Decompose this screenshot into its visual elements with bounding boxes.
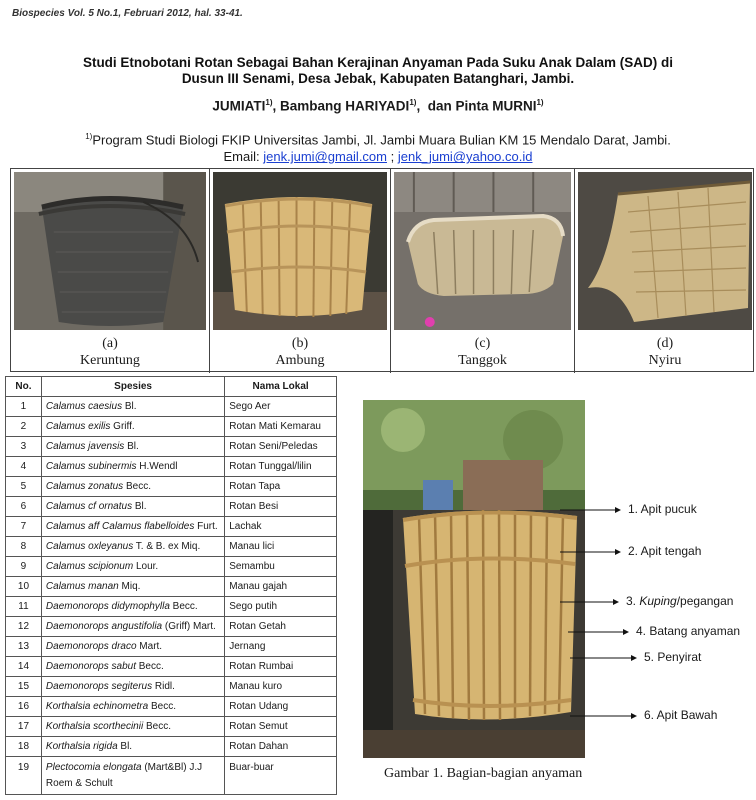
local-name: Rotan Seni/Peledas: [225, 437, 337, 457]
local-name: Semambu: [225, 557, 337, 577]
table-row: [6, 757, 337, 795]
local-name: Sego putih: [225, 597, 337, 617]
species-authority: Bl.: [122, 401, 137, 412]
email-link-1[interactable]: jenk.jumi@gmail.com: [263, 149, 387, 165]
part-label-1: 1. Apit pucuk: [628, 502, 697, 516]
part-label-4: 4. Batang anyaman: [636, 624, 741, 638]
species-binomial: Daemonorops draco: [45, 641, 137, 652]
species-binomial: Calamus oxleyanus: [45, 541, 134, 552]
table-row: [6, 577, 337, 597]
species-binomial: Calamus exilis: [45, 421, 111, 432]
species-authority: Bl.: [124, 441, 139, 452]
species-authority: Bl.: [132, 501, 147, 512]
species-name: [41, 597, 224, 617]
paper-title: [0, 55, 756, 87]
species-binomial: Calamus zonatus: [45, 481, 124, 492]
species-name: [41, 517, 224, 537]
species-binomial: Calamus manan: [45, 581, 119, 592]
figure-caption: Gambar 1. Bagian-bagian anyaman: [384, 766, 583, 781]
table-row: [6, 417, 337, 437]
local-name: Rotan Rumbai: [225, 657, 337, 677]
header-nama-lokal: Nama Lokal: [225, 377, 337, 397]
species-name: [41, 437, 224, 457]
caption-name: Ambung: [275, 353, 325, 368]
photo-cell-tanggok: [391, 169, 575, 373]
table-row: [6, 537, 337, 557]
species-table-body: [6, 397, 337, 795]
table-row: [6, 657, 337, 677]
title-line-2: Dusun III Senami, Desa Jebak, Kabupaten Batanghari, Jambi.: [181, 71, 575, 86]
tanggok-photo: [394, 172, 571, 330]
table-row: [6, 637, 337, 657]
local-name: Rotan Tapa: [225, 477, 337, 497]
species-authority: Ridl.: [152, 681, 175, 692]
species-binomial: Calamus cf ornatus: [45, 501, 133, 512]
basket-photo-grid: [10, 168, 754, 372]
photo-cell-ambung: [210, 169, 391, 373]
species-binomial: Plectocomia elongata: [45, 762, 142, 773]
part-label-5: 5. Penyirat: [644, 650, 702, 664]
species-binomial: Daemonorops angustifolia: [45, 621, 163, 632]
species-name: [41, 657, 224, 677]
row-number: 17: [6, 717, 42, 737]
row-number: 8: [6, 537, 42, 557]
table-row: [6, 397, 337, 417]
species-binomial: Korthalsia scorthecinii: [45, 721, 144, 732]
local-name: Manau lici: [225, 537, 337, 557]
species-name: [41, 397, 224, 417]
author-2: Bambang HARIYADI: [280, 98, 410, 114]
email-link-2[interactable]: jenk_jumi@yahoo.co.id: [397, 149, 533, 165]
photo-cell-nyiru: [575, 169, 755, 373]
species-binomial: Calamus scipionum: [45, 561, 134, 572]
species-binomial: Calamus caesius: [45, 401, 123, 412]
species-authority: H.Wendl: [136, 461, 178, 472]
caption-letter: (a): [102, 336, 118, 351]
row-number: 18: [6, 737, 42, 757]
species-name: [41, 417, 224, 437]
header-no: No.: [6, 377, 42, 397]
local-name: Rotan Besi: [225, 497, 337, 517]
author-list: JUMIATI$^{1)}$, Bambang HARIYADI$^{1)}$, dan Pinta MURNI$^{1)}$: [212, 98, 544, 114]
table-row: [6, 557, 337, 577]
row-number: 6: [6, 497, 42, 517]
table-row: [6, 477, 337, 497]
part-label-6: 6. Apit Bawah: [644, 708, 718, 722]
table-row: [6, 697, 337, 717]
species-name: [41, 557, 224, 577]
species-table: [5, 376, 337, 795]
local-name: Lachak: [225, 517, 337, 537]
species-name: [41, 697, 224, 717]
species-name: [41, 617, 224, 637]
species-binomial: Daemonorops sabut: [45, 661, 136, 672]
species-name: [41, 757, 224, 795]
title-line-1: Studi Etnobotani Rotan Sebagai Bahan Kerajinan Anyaman Pada Suku Anak Dalam (SAD) di: [82, 55, 674, 70]
species-binomial: Calamus aff Calamus flabelloides: [45, 521, 195, 532]
species-authority: Griff.: [110, 421, 135, 432]
species-name: [41, 457, 224, 477]
species-name: [41, 577, 224, 597]
author-1: JUMIATI: [212, 98, 266, 114]
species-authority: T. & B. ex Miq.: [133, 541, 201, 552]
species-binomial: Korthalsia rigida: [45, 741, 118, 752]
caption-letter: (c): [474, 336, 491, 351]
table-row: [6, 497, 337, 517]
local-name: Rotan Tunggal/lilin: [225, 457, 337, 477]
species-binomial: Calamus javensis: [45, 441, 125, 452]
part-label-2: 2. Apit tengah: [628, 544, 702, 558]
row-number: 13: [6, 637, 42, 657]
species-authority: Furt.: [194, 521, 218, 532]
table-row: [6, 517, 337, 537]
species-binomial: Daemonorops segiterus: [45, 681, 153, 692]
species-name: [41, 717, 224, 737]
row-number: 16: [6, 697, 42, 717]
species-name: [41, 737, 224, 757]
species-authority: (Griff) Mart.: [162, 621, 216, 632]
local-name: Rotan Getah: [225, 617, 337, 637]
row-number: 19: [6, 757, 42, 795]
basket-parts-photo: [363, 400, 585, 758]
species-authority: Bl.: [117, 741, 133, 752]
table-row: [6, 437, 337, 457]
species-authority: Mart.: [136, 641, 163, 652]
species-authority: Miq.: [118, 581, 141, 592]
figure-part-labels: [560, 490, 756, 730]
local-name: Sego Aer: [225, 397, 337, 417]
species-authority: Lour.: [133, 561, 159, 572]
local-name: Rotan Mati Kemarau: [225, 417, 337, 437]
species-name: [41, 537, 224, 557]
species-binomial: Korthalsia echinometra: [45, 701, 149, 712]
table-row: [6, 597, 337, 617]
table-row: [6, 677, 337, 697]
local-name: Buar-buar: [225, 757, 337, 795]
row-number: 9: [6, 557, 42, 577]
caption-letter: (b): [291, 336, 309, 351]
species-authority: Becc.: [169, 601, 198, 612]
keruntung-photo: [14, 172, 206, 330]
table-row: [6, 457, 337, 477]
row-number: 14: [6, 657, 42, 677]
author-3: dan Pinta MURNI: [427, 98, 537, 114]
local-name: Manau gajah: [225, 577, 337, 597]
species-name: [41, 677, 224, 697]
caption-name: Tanggok: [458, 353, 507, 368]
local-name: Rotan Semut: [225, 717, 337, 737]
row-number: 7: [6, 517, 42, 537]
row-number: 1: [6, 397, 42, 417]
row-number: 10: [6, 577, 42, 597]
ambung-photo: [213, 172, 387, 330]
row-number: 5: [6, 477, 42, 497]
species-authority: Becc.: [148, 701, 176, 712]
local-name: Rotan Dahan: [225, 737, 337, 757]
local-name: Rotan Udang: [225, 697, 337, 717]
species-authority: Becc.: [143, 721, 171, 732]
row-number: 4: [6, 457, 42, 477]
species-authority: Becc.: [123, 481, 151, 492]
species-binomial: Calamus subinermis: [45, 461, 137, 472]
photo-cell-keruntung: [11, 169, 210, 373]
affiliation-text: Program Studi Biologi FKIP Universitas Jambi, Jl. Jambi Muara Bulian KM 15 Mendalo Darat, Jambi.: [92, 132, 671, 148]
local-name: Manau kuro: [225, 677, 337, 697]
header-spesies: Spesies: [41, 377, 224, 397]
local-name: Jernang: [225, 637, 337, 657]
table-row: [6, 617, 337, 637]
table-row: [6, 717, 337, 737]
table-row: [6, 737, 337, 757]
row-number: 12: [6, 617, 42, 637]
row-number: 11: [6, 597, 42, 617]
species-authority: Becc.: [135, 661, 164, 672]
affiliation: $^{1)}$Program Studi Biologi FKIP Universitas Jambi, Jl. Jambi Muara Bulian KM 15 Mendalo Darat, Jambi. Email: jenk.jumi@gmail.com ; jenk_jumi@yahoo.co.id: [85, 132, 671, 165]
species-binomial: Daemonorops didymophylla: [45, 601, 170, 612]
nyiru-photo: [578, 172, 752, 330]
caption-letter: (d): [656, 336, 674, 351]
row-number: 2: [6, 417, 42, 437]
journal-citation: Biospecies Vol. 5 No.1, Februari 2012, hal. 33-41.: [12, 8, 243, 19]
email-label: Email:: [223, 149, 260, 165]
species-name: [41, 477, 224, 497]
caption-name: Keruntung: [80, 353, 140, 368]
species-name: [41, 497, 224, 517]
row-number: 3: [6, 437, 42, 457]
species-authority: (Mart&Bl) J.J Roem & Schult: [45, 762, 203, 789]
table-header-row: [6, 377, 337, 397]
species-name: [41, 637, 224, 657]
caption-name: Nyiru: [648, 353, 682, 368]
part-label-3: 3. Kuping/pegangan: [626, 594, 734, 608]
row-number: 15: [6, 677, 42, 697]
